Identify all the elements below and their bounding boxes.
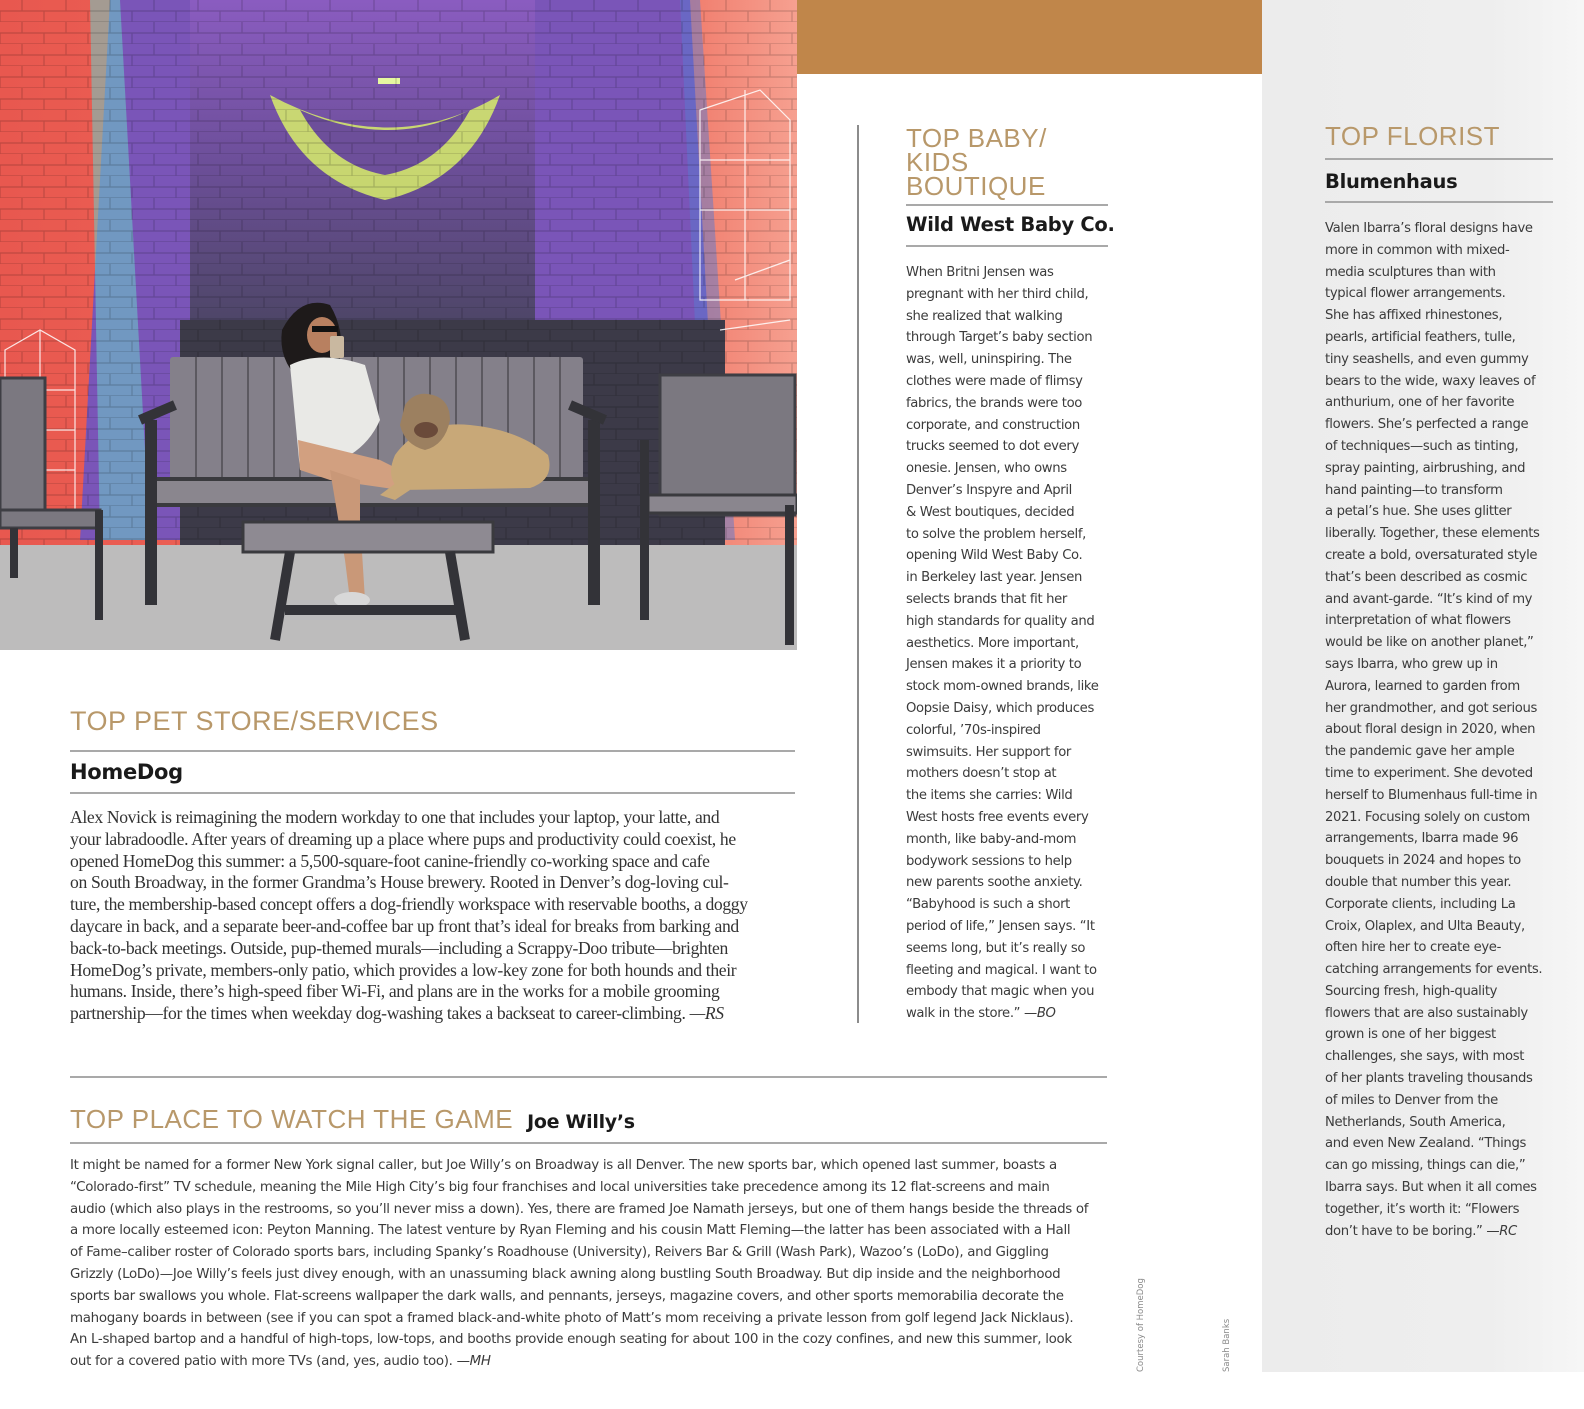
baby-body-line [906,371,1116,393]
game-body-line-text: out for a covered patio with more TVs (and, yes, audio too). [70,1354,457,1370]
baby-body-line-text: colorful, ’70s-inspired [906,722,1041,738]
florist-body-line [1325,458,1565,480]
florist-body-line-text: Valen Ibarra’s floral designs have [1325,221,1533,236]
pet-author-signature: —RS [689,1003,724,1024]
photo-credit-homedog: Courtesy of HomeDog [1136,1278,1146,1372]
game-body-line-text: audio (which also plays in the restrooms, so you’ll never miss a down). Yes, there are framed Joe Namath jerseys, but one of them hangs beside the threads of [70,1201,1089,1217]
florist-body-line-text: herself to Blumenhaus full-time in [1325,787,1538,803]
baby-body-line-text: the items she carries: Wild [906,788,1073,804]
florist-body-line-text: typical flower arrangements. [1325,286,1506,302]
baby-body-line [906,306,1116,328]
florist-body-line [1325,1199,1565,1221]
baby-body-line [906,611,1116,633]
florist-body-line [1325,828,1565,850]
pet-venue-name: HomeDog [70,760,183,784]
florist-body-line-text: a petal’s hue. She uses glitter [1325,504,1512,520]
baby-body-line [906,327,1116,349]
baby-body-line [906,567,1116,589]
florist-body-line [1325,436,1565,458]
florist-body-line [1325,763,1565,785]
game-body-line-text: It might be named for a former New York signal caller, but Joe Willy’s on Broadway is all Denver. The new sports bar, which opened last summer, boasts a [70,1158,1057,1173]
pet-kicker-rule [70,750,795,752]
florist-body-line [1325,654,1565,676]
baby-body-line [906,981,1116,1003]
baby-body-line-text: walk in the store.” [906,1006,1024,1022]
baby-body-line [906,545,1116,567]
game-venue-name: Joe Willy’s [527,1111,635,1133]
game-body-line [70,1308,1130,1330]
florist-body-line-text: says Ibarra, who grew up in [1325,656,1498,672]
baby-body-line [906,502,1116,524]
game-body-line-text: An L-shaped bartop and a handful of high-tops, low-tops, and booths provide enough seating for about 100 in the cozy confines, and new this summer, look [70,1332,1072,1348]
game-body-line [70,1199,1130,1221]
baby-body-line [906,894,1116,916]
baby-body-line-text: to solve the problem herself, [906,526,1086,542]
game-body-line [70,1155,1130,1177]
florist-body-line [1325,676,1565,698]
florist-body-line [1325,349,1565,371]
baby-body-line [906,872,1116,894]
florist-body-line [1325,218,1565,240]
game-body-line [70,1220,1130,1242]
game-body-line-text: “Colorado-first” TV schedule, meaning the Mile High City’s big four franchises and local universities take precedence among its 12 flat-screens and main [70,1179,1050,1195]
baby-body-line [906,1003,1116,1025]
florist-body-line-text: and even New Zealand. “Things [1325,1136,1526,1152]
florist-body-line [1325,501,1565,523]
florist-body-line [1325,523,1565,545]
florist-venue-name: Blumenhaus [1325,170,1458,193]
game-venue-rule [70,1142,1107,1144]
florist-body-line-text: Corporate clients, including La [1325,896,1516,912]
pet-body-line: ture, the membership-based concept offers a dog-friendly workspace with reservable booths, a doggy [70,894,748,915]
game-body-line [70,1286,1130,1308]
florist-body-line [1325,567,1565,589]
pet-article-body [70,807,800,1025]
baby-body-line-text: Jensen makes it a priority to [906,657,1082,673]
baby-body-line-text: onesie. Jensen, who owns [906,461,1067,477]
florist-body-line [1325,1221,1565,1243]
baby-body-line [906,458,1116,480]
baby-body-line [906,742,1116,764]
game-body-line [70,1264,1130,1286]
florist-body-line-text: anthurium, one of her favorite [1325,395,1515,411]
florist-body-line-text: together, it’s worth it: “Flowers [1325,1201,1520,1217]
florist-body-line-text: bears to the wide, waxy leaves of [1325,373,1536,389]
florist-body-line [1325,807,1565,829]
florist-body-line [1325,1068,1565,1090]
florist-body-line [1325,916,1565,938]
florist-body-line [1325,1112,1565,1134]
florist-body-line [1325,937,1565,959]
florist-body-line [1325,741,1565,763]
florist-body-line-text: media sculptures than with [1325,264,1496,280]
baby-body-line [906,633,1116,655]
baby-body-line [906,480,1116,502]
florist-body-line-text: Sourcing fresh, high-quality [1325,983,1498,999]
florist-body-line [1325,632,1565,654]
baby-venue-rule [906,245,1108,247]
game-body-line-text: Grizzly (LoDo)—Joe Willy’s feels just divey enough, with an unassuming black awning along bustling South Broadway. But dip inside and the neighborhood [70,1266,1061,1282]
florist-body-line-text: would be like on another planet,” [1325,635,1534,651]
florist-body-line [1325,262,1565,284]
baby-body-line-text: month, like baby-and-mom [906,831,1077,847]
baby-body-line-text: in Berkeley last year. Jensen [906,570,1082,586]
florist-body-line [1325,545,1565,567]
florist-body-line [1325,872,1565,894]
baby-body-line-text: pregnant with her third child, [906,286,1089,302]
baby-author-signature: —BO [1023,1006,1056,1022]
florist-author-signature: —RC [1486,1223,1517,1239]
baby-body-line [906,698,1116,720]
pet-body-line: your labradoodle. After years of dreaming up a place where pups and productivity could coexist, he [70,828,736,849]
florist-body-line-text: the pandemic gave her ample [1325,744,1515,760]
baby-body-line [906,851,1116,873]
florist-body-line-text: 2021. Focusing solely on custom [1325,809,1530,825]
florist-body-line-text: bouquets in 2024 and hopes to [1325,853,1521,869]
florist-kicker-rule [1325,158,1553,160]
florist-body-line [1325,240,1565,262]
baby-body-line-text: West hosts free events every [906,809,1089,825]
baby-kicker-line: KIDS [906,147,969,177]
pet-body-line: on South Broadway, in the former Grandma’s House brewery. Rooted in Denver’s dog-loving cul- [70,872,729,893]
homedog-patio-photo [0,0,797,650]
florist-body-line-text: don’t have to be boring.” [1325,1223,1487,1239]
florist-body-line-text: create a bold, oversaturated style [1325,547,1538,563]
florist-body-line [1325,785,1565,807]
florist-body-line-text: that’s been described as cosmic [1325,569,1528,585]
florist-body-line [1325,305,1565,327]
florist-body-line [1325,850,1565,872]
florist-body-line-text: flowers that are also sustainably [1325,1005,1528,1021]
florist-body-line [1325,1024,1565,1046]
baby-body-line [906,829,1116,851]
florist-body-line-text: challenges, she says, with most [1325,1049,1525,1065]
baby-body-line [906,589,1116,611]
baby-body-line-text: seems long, but it’s really so [906,940,1086,956]
game-body-line-text: mahogany boards in between (see if you can spot a framed black-and-white photo of Matt’s mom receiving a private lesson from golf legend Jack Nicklaus). [70,1310,1074,1326]
game-section-top-rule [70,1076,1107,1078]
baby-body-line-text: swimsuits. Her support for [906,744,1071,760]
baby-body-line-text: & West boutiques, decided [906,504,1075,520]
game-section-header [70,1106,635,1133]
game-body-line [70,1242,1130,1264]
pet-body-line: humans. Inside, there’s high-speed fiber Wi-Fi, and plans are in the works for a mobile grooming [70,981,720,1002]
florist-body-line [1325,1177,1565,1199]
game-body-line-text: of Fame–caliber roster of Colorado sports bars, including Spanky’s Roadhouse (University), Reivers Bar & Grill (Wash Park), Wazoo’s (LoDo), and Giggling [70,1245,1049,1261]
baby-body-line [906,916,1116,938]
florist-body-line-text: hand painting—to transform [1325,482,1503,498]
florist-body-line-text: interpretation of what flowers [1325,613,1511,629]
baby-body-line-text: When Britni Jensen was [906,265,1054,280]
game-section-kicker: TOP PLACE TO WATCH THE GAME [70,1104,514,1134]
pet-venue-rule [70,792,795,794]
florist-body-line-text: tiny seashells, and even gummy [1325,351,1529,367]
game-body-line [70,1351,1130,1373]
florist-body-line [1325,1133,1565,1155]
florist-body-line-text: and avant-garde. “It’s kind of my [1325,591,1533,607]
baby-body-line [906,524,1116,546]
florist-body-line [1325,959,1565,981]
florist-body-line-text: catching arrangements for events. [1325,962,1543,978]
florist-body-line-text: more in common with mixed- [1325,242,1510,258]
florist-body-line-text: flowers. She’s perfected a range [1325,417,1529,433]
pet-body-line: opened HomeDog this summer: a 5,500-square-foot canine-friendly co-working space and cafe [70,850,710,871]
baby-body-line-text: embody that magic when you [906,984,1095,1000]
florist-body-line-text: spray painting, airbrushing, and [1325,460,1526,476]
photo-credit-florist: Sarah Banks [1222,1318,1232,1372]
baby-body-line-text: aesthetics. More important, [906,635,1079,651]
florist-body-line [1325,1046,1565,1068]
florist-body-line [1325,894,1565,916]
baby-body-line [906,654,1116,676]
florist-body-line-text: time to experiment. She devoted [1325,765,1533,781]
baby-body-line-text: stock mom-owned brands, like [906,679,1099,695]
baby-body-line-text: mothers doesn’t stop at [906,766,1057,782]
florist-venue-rule [1325,201,1553,203]
pet-body-line: Alex Novick is reimagining the modern workday to one that includes your laptop, your latte, and [70,807,720,827]
baby-body-line [906,415,1116,437]
baby-body-line [906,938,1116,960]
florist-body-line [1325,1003,1565,1025]
game-body-line-text: sports bar swallows you whole. Flat-screens wallpaper the dark walls, and pennants, jerseys, magazine covers, and other sports memorabilia decorate the [70,1288,1064,1304]
baby-venue-name: Wild West Baby Co. [906,213,1115,236]
baby-body-line-text: through Target’s baby section [906,330,1093,346]
florist-body-line [1325,698,1565,720]
florist-body-line-text: liberally. Together, these elements [1325,526,1540,542]
baby-body-line-text: selects brands that fit her [906,591,1067,607]
florist-body-line-text: grown is one of her biggest [1325,1027,1496,1043]
florist-body-line-text: pearls, artificial feathers, tulle, [1325,329,1516,345]
florist-body-line-text: can go missing, things can die,” [1325,1158,1526,1174]
baby-body-line [906,284,1116,306]
pet-body-line: HomeDog’s private, members-only patio, which provides a low-key zone for both hounds and their [70,959,737,980]
baby-body-line-text: opening Wild West Baby Co. [906,548,1083,564]
florist-body-line-text: Croix, Olaplex, and Ulta Beauty, [1325,918,1525,934]
baby-body-line [906,960,1116,982]
florist-article-body [1325,218,1565,1242]
baby-article-body [906,262,1116,1025]
game-body-line-text: a more locally esteemed icon: Peyton Manning. The latest venture by Ryan Fleming and his cousin Matt Fleming—the latter has been associated with a Hall [70,1223,1071,1239]
baby-body-line [906,785,1116,807]
baby-body-line-text: period of life,” Jensen says. “It [906,918,1095,934]
baby-kicker-line: BOUTIQUE [906,171,1046,201]
baby-body-line-text: corporate, and construction [906,417,1080,433]
baby-body-line-text: Oopsie Daisy, which produces [906,700,1094,716]
florist-body-line-text: of miles to Denver from the [1325,1092,1498,1108]
baby-body-line-text: Denver’s Inspyre and April [906,482,1072,498]
florist-body-line [1325,283,1565,305]
baby-body-line-text: trucks seemed to dot every [906,439,1079,455]
florist-body-line-text: about floral design in 2020, when [1325,722,1536,738]
baby-body-line [906,807,1116,829]
florist-body-line-text: often hire her to create eye- [1325,940,1501,956]
pet-body-line: daycare in back, and a separate beer-and-coffee bar up front that’s ideal for breaks from barking and [70,915,739,936]
florist-body-line [1325,480,1565,502]
baby-body-line-text: fabrics, the brands were too [906,395,1083,411]
florist-body-line-text: her grandmother, and got serious [1325,700,1538,716]
game-body-line [70,1329,1130,1351]
florist-body-line-text: She has affixed rhinestones, [1325,308,1503,324]
baby-body-line [906,763,1116,785]
pet-body-line: back-to-back meetings. Outside, pup-themed murals—including a Scrappy-Doo tribute—brighten [70,937,728,958]
florist-body-line-text: of techniques—such as tinting, [1325,438,1519,454]
florist-body-line-text: Netherlands, South America, [1325,1114,1506,1130]
baby-body-line-text: clothes were made of flimsy [906,373,1083,389]
game-body-line [70,1177,1130,1199]
florist-body-line [1325,719,1565,741]
baby-body-line [906,676,1116,698]
game-article-body [70,1155,1130,1373]
baby-body-line-text: was, well, uninspiring. The [906,352,1072,368]
baby-body-line [906,349,1116,371]
baby-body-line-text: she realized that walking [906,308,1063,324]
baby-body-line-text: high standards for quality and [906,613,1095,629]
florist-body-line [1325,327,1565,349]
baby-body-line-text: new parents soothe anxiety. [906,875,1083,891]
baby-section-kicker [906,123,1047,201]
florist-body-line [1325,392,1565,414]
florist-body-line-text: of her plants traveling thousands [1325,1071,1533,1087]
baby-kicker-rule [906,204,1108,206]
florist-body-line [1325,610,1565,632]
baby-body-line [906,393,1116,415]
column-divider [857,125,859,1023]
game-author-signature: —MH [456,1354,491,1370]
baby-body-line-text: fleeting and magical. I want to [906,962,1097,978]
florist-body-line-text: Aurora, learned to garden from [1325,678,1520,694]
baby-body-line-text: bodywork sessions to help [906,853,1072,869]
baby-body-line [906,720,1116,742]
florist-section-kicker: TOP FLORIST [1325,121,1501,151]
florist-body-line [1325,589,1565,611]
florist-body-line-text: Ibarra says. But when it all comes [1325,1180,1537,1196]
florist-body-line [1325,1155,1565,1177]
baby-body-line [906,262,1116,284]
florist-body-line [1325,1090,1565,1112]
pet-body-line [70,1003,800,1025]
florist-body-line [1325,981,1565,1003]
decorative-amber-bar [797,0,1262,74]
florist-body-line [1325,371,1565,393]
florist-body-line-text: arrangements, Ibarra made 96 [1325,831,1519,847]
baby-body-line [906,436,1116,458]
pet-body-line-text: partnership—for the times when weekday dog-washing takes a backseat to career-climbing. [70,1003,690,1024]
florist-body-line [1325,414,1565,436]
baby-body-line-text: “Babyhood is such a short [906,897,1070,913]
baby-kicker-line: TOP BABY/ [906,123,1047,153]
pet-section-kicker: TOP PET STORE/SERVICES [70,706,439,736]
florist-body-line-text: double that number this year. [1325,874,1512,890]
